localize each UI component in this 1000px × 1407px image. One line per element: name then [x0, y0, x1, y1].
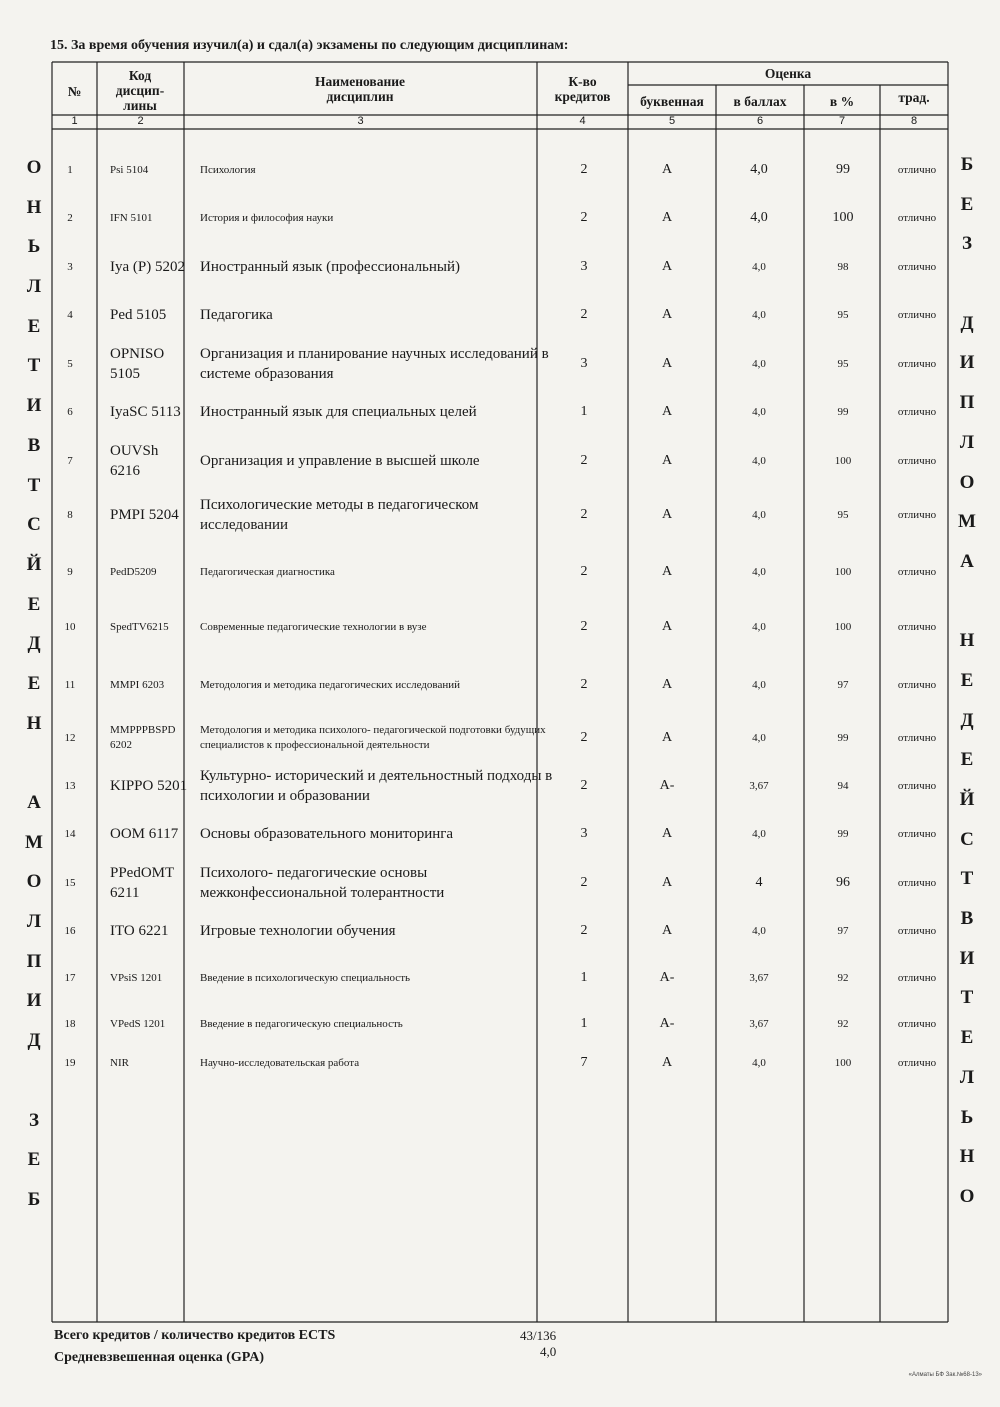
points-grade: 4,0 [752, 508, 766, 521]
vertical-letter: Т [960, 987, 974, 1009]
vertical-letter: Т [27, 474, 41, 496]
percent-grade: 100 [834, 620, 852, 633]
letter-grade: A [661, 875, 673, 890]
row-number: 3 [67, 260, 73, 273]
discipline-name: Иностранный язык (профессиональный) [200, 259, 461, 275]
discipline-code: Ped 5105 [110, 307, 167, 323]
letter-grade: A [661, 356, 673, 371]
header-points: в баллах [733, 94, 787, 109]
discipline-code: PPedOMT 6211 [110, 865, 174, 901]
percent-grade: 94 [837, 779, 849, 792]
vertical-letter: Н [26, 712, 42, 734]
percent-grade: 98 [837, 260, 849, 273]
vertical-letter: Т [960, 868, 974, 890]
vertical-letter: О [959, 1185, 975, 1207]
discipline-name: Методология и методика психолого- педагогической подготовки будущих специалистов к профессиональной деятельности [200, 724, 546, 751]
discipline-name: Культурно- исторический и деятельностный подходы в психологии и образовании [200, 768, 553, 804]
points-grade: 4,0 [752, 827, 766, 840]
points-grade: 4,0 [752, 565, 766, 578]
letter-grade: A [661, 923, 673, 938]
points-grade: 4,0 [752, 405, 766, 418]
credits-value: 3 [580, 259, 588, 274]
vertical-letter: В [960, 908, 974, 930]
vertical-letter: О [959, 471, 975, 493]
vertical-letter: А [27, 792, 41, 813]
header-grade: Оценка [764, 66, 812, 81]
discipline-name: Психология [200, 163, 256, 176]
percent-grade: 97 [837, 678, 849, 691]
percent-grade: 95 [837, 508, 849, 521]
vertical-letter: В [27, 434, 41, 456]
header-credits: К-во кредитов [554, 74, 611, 104]
traditional-grade: отлично [897, 678, 937, 691]
vertical-letter: Д [27, 633, 41, 655]
credits-value: 3 [580, 356, 588, 371]
row-number: 8 [67, 508, 73, 521]
credits-value: 1 [580, 970, 588, 985]
vertical-letter: З [961, 233, 973, 255]
header-num: № [67, 84, 82, 99]
traditional-grade: отлично [897, 308, 937, 321]
row-number: 13 [64, 779, 76, 792]
col-index: 7 [838, 115, 846, 127]
gpa-value: 4,0 [540, 1344, 557, 1359]
vertical-letter: Д [27, 1030, 41, 1052]
discipline-name: История и философия науки [200, 211, 334, 224]
row-number: 19 [64, 1056, 76, 1069]
gpa-label: Средневзвешенная оценка (GPA) [54, 1350, 265, 1365]
traditional-grade: отлично [897, 260, 937, 273]
discipline-code: IFN 5101 [110, 211, 153, 224]
row-number: 6 [67, 405, 73, 418]
row-number: 10 [64, 620, 76, 633]
letter-grade: A- [659, 1016, 675, 1031]
vertical-letter: Н [959, 1146, 975, 1168]
discipline-code: NIR [110, 1056, 129, 1069]
discipline-name: Основы образовательного мониторинга [200, 826, 454, 842]
vertical-letter: И [26, 395, 42, 417]
vertical-letter: Л [959, 1066, 975, 1088]
points-grade: 4,0 [752, 308, 766, 321]
row-number: 17 [64, 971, 76, 984]
header-letter: буквенная [640, 94, 704, 109]
header-name: Наименование дисциплин [315, 74, 405, 104]
vertical-letter: М [25, 831, 43, 853]
col-index: 1 [71, 115, 78, 127]
points-grade: 4,0 [752, 357, 766, 370]
vertical-letter: Ь [960, 1106, 974, 1128]
letter-grade: A [661, 453, 673, 468]
col-index: 5 [668, 115, 676, 127]
vertical-letter: Б [960, 154, 974, 175]
percent-grade: 99 [836, 162, 850, 177]
vertical-letter: И [26, 990, 42, 1012]
credits-value: 2 [580, 162, 588, 177]
letter-grade: A [661, 210, 673, 225]
percent-grade: 99 [837, 405, 849, 418]
col-index: 2 [137, 115, 144, 127]
credits-value: 2 [580, 778, 588, 793]
vertical-letter: Ь [27, 236, 41, 258]
col-index: 8 [910, 115, 918, 127]
letter-grade: A- [659, 778, 675, 793]
discipline-code: SpedTV6215 [110, 620, 169, 633]
traditional-grade: отлично [897, 405, 937, 418]
points-grade: 4,0 [752, 924, 766, 937]
traditional-grade: отлично [897, 508, 937, 521]
vertical-letter: О [26, 157, 42, 178]
vertical-letter: Е [960, 193, 974, 215]
header-percent: в % [829, 94, 855, 109]
print-stamp: «Алматы БФ Зак.№68-13» [908, 1372, 982, 1378]
discipline-code: MMPI 6203 [110, 678, 165, 691]
credits-value: 1 [580, 1016, 588, 1031]
discipline-code: ITO 6221 [110, 923, 169, 939]
points-grade: 4,0 [752, 454, 766, 467]
vertical-letter: А [960, 550, 974, 572]
credits-value: 2 [580, 507, 588, 522]
vertical-letter: Н [959, 630, 975, 652]
traditional-grade: отлично [897, 454, 937, 467]
vertical-letter: Е [960, 669, 974, 691]
percent-grade: 97 [837, 924, 849, 937]
discipline-name: Методология и методика педагогических исследований [200, 678, 460, 691]
vertical-letter: Д [960, 709, 974, 731]
discipline-code: Psi 5104 [110, 163, 149, 176]
percent-grade: 95 [837, 357, 849, 370]
discipline-name: Организация и управление в высшей школе [200, 453, 480, 469]
discipline-code: PedD5209 [110, 565, 157, 578]
credits-value: 2 [580, 307, 588, 322]
discipline-name: Педагогика [200, 307, 273, 323]
percent-grade: 92 [837, 1017, 849, 1030]
vertical-letter: Н [26, 196, 42, 218]
vertical-letter: Е [960, 749, 974, 771]
total-credits-value: 43/136 [520, 1328, 557, 1343]
letter-grade: A [661, 507, 673, 522]
letter-grade: A [661, 1055, 673, 1070]
vertical-letter: Е [27, 672, 41, 694]
vertical-letter: М [958, 511, 976, 533]
percent-grade: 99 [837, 731, 849, 744]
discipline-name: Игровые технологии обучения [200, 923, 396, 939]
row-number: 4 [67, 308, 73, 321]
discipline-name: Современные педагогические технологии в вузе [200, 620, 427, 633]
credits-value: 7 [580, 1055, 588, 1070]
traditional-grade: отлично [897, 1017, 937, 1030]
points-grade: 4,0 [750, 162, 768, 177]
letter-grade: A [661, 677, 673, 692]
vertical-letter: Е [27, 593, 41, 615]
percent-grade: 100 [834, 1056, 852, 1069]
credits-value: 1 [580, 404, 588, 419]
vertical-letter: И [959, 947, 975, 969]
discipline-code: OPNISO 5105 [110, 346, 165, 382]
row-number: 18 [64, 1017, 76, 1030]
points-grade: 4,0 [752, 260, 766, 273]
points-grade: 4,0 [752, 678, 766, 691]
col-index: 4 [579, 115, 586, 127]
letter-grade: A [661, 162, 673, 177]
traditional-grade: отлично [897, 924, 937, 937]
discipline-name: Научно-исследовательская работа [200, 1056, 360, 1069]
traditional-grade: отлично [897, 211, 937, 224]
vertical-letter: Й [26, 553, 42, 575]
row-number: 5 [67, 357, 73, 370]
traditional-grade: отлично [897, 1056, 937, 1069]
points-grade: 3,67 [749, 971, 769, 984]
vertical-letter: С [960, 828, 974, 850]
vertical-letter: П [26, 950, 42, 972]
traditional-grade: отлично [897, 620, 937, 633]
discipline-code: VPedS 1201 [110, 1017, 166, 1030]
vertical-letter: И [959, 352, 975, 374]
credits-value: 2 [580, 875, 588, 890]
vertical-letter: Е [27, 1149, 41, 1171]
header-code: Код дисцип-лины [115, 68, 165, 113]
discipline-code: VPsiS 1201 [110, 971, 163, 984]
percent-grade: 100 [834, 454, 852, 467]
discipline-name: Психолого- педагогические основы межконфессиональной толерантности [200, 865, 445, 901]
discipline-name: Педагогическая диагностика [200, 565, 335, 578]
row-number: 11 [64, 678, 76, 691]
discipline-name: Введение в педагогическую специальность [200, 1017, 403, 1030]
credits-value: 2 [580, 730, 588, 745]
vertical-letter: П [959, 392, 975, 414]
vertical-letter: Л [959, 431, 975, 453]
credits-value: 2 [580, 210, 588, 225]
total-credits-label: Всего кредитов / количество кредитов ECTS [54, 1328, 336, 1343]
vertical-letter: Й [959, 789, 975, 810]
credits-value: 2 [580, 619, 588, 634]
row-number: 12 [64, 731, 76, 744]
points-grade: 4,0 [752, 620, 766, 633]
col-index: 3 [357, 115, 364, 127]
letter-grade: A [661, 826, 673, 841]
row-number: 9 [67, 565, 73, 578]
traditional-grade: отлично [897, 731, 937, 744]
vertical-letter: Д [960, 312, 974, 334]
row-number: 1 [67, 163, 73, 176]
percent-grade: 100 [834, 565, 852, 578]
letter-grade: A [661, 259, 673, 274]
points-grade: 4,0 [752, 731, 766, 744]
traditional-grade: отлично [897, 827, 937, 840]
vertical-letter: Л [26, 276, 42, 298]
col-index: 6 [756, 115, 764, 127]
row-number: 15 [64, 876, 76, 889]
header-trad: трад. [898, 90, 930, 105]
discipline-code: IyaSC 5113 [110, 404, 181, 420]
row-number: 16 [64, 924, 76, 937]
discipline-name: Введение в психологическую специальность [200, 971, 411, 984]
vertical-letter: Т [27, 355, 41, 377]
vertical-letter: Е [960, 1027, 974, 1049]
vertical-letter: Л [26, 911, 42, 933]
percent-grade: 92 [837, 971, 849, 984]
discipline-code: MMPPPBSPD 6202 [110, 724, 176, 751]
percent-grade: 100 [832, 210, 854, 225]
discipline-code: OOM 6117 [110, 826, 179, 842]
vertical-letter: З [28, 1109, 40, 1131]
discipline-code: Iya (P) 5202 [110, 259, 185, 275]
traditional-grade: отлично [897, 876, 937, 889]
points-grade: 4,0 [750, 210, 768, 225]
credits-value: 2 [580, 677, 588, 692]
discipline-code: PMPI 5204 [110, 507, 179, 523]
points-grade: 4,0 [752, 1056, 766, 1069]
letter-grade: A [661, 730, 673, 745]
percent-grade: 96 [836, 875, 850, 890]
traditional-grade: отлично [897, 779, 937, 792]
discipline-name: Психологические методы в педагогическом исследовании [200, 497, 479, 533]
row-number: 7 [67, 454, 73, 467]
points-grade: 4 [755, 875, 763, 890]
credits-value: 2 [580, 564, 588, 579]
credits-value: 2 [580, 453, 588, 468]
discipline-name: Иностранный язык для специальных целей [200, 404, 477, 420]
row-number: 2 [67, 211, 73, 224]
letter-grade: A [661, 619, 673, 634]
traditional-grade: отлично [897, 357, 937, 370]
letter-grade: A [661, 404, 673, 419]
points-grade: 3,67 [749, 1017, 769, 1030]
points-grade: 3,67 [749, 779, 769, 792]
row-number: 14 [64, 827, 76, 840]
vertical-letter: О [26, 871, 42, 893]
vertical-letter: Б [27, 1188, 41, 1210]
discipline-name: Организация и планирование научных исследований в системе образования [200, 346, 549, 382]
vertical-letter: С [27, 514, 41, 536]
discipline-code: KIPPO 5201 [110, 778, 188, 794]
traditional-grade: отлично [897, 163, 937, 176]
credits-value: 2 [580, 923, 588, 938]
letter-grade: A- [659, 970, 675, 985]
credits-value: 3 [580, 826, 588, 841]
section-heading: 15. За время обучения изучил(а) и сдал(а) экзамены по следующим дисциплинам: [50, 38, 569, 53]
letter-grade: A [661, 564, 673, 579]
vertical-letter: Е [27, 315, 41, 337]
traditional-grade: отлично [897, 971, 937, 984]
letter-grade: A [661, 307, 673, 322]
traditional-grade: отлично [897, 565, 937, 578]
discipline-code: OUVSh 6216 [110, 443, 159, 479]
percent-grade: 95 [837, 308, 849, 321]
percent-grade: 99 [837, 827, 849, 840]
